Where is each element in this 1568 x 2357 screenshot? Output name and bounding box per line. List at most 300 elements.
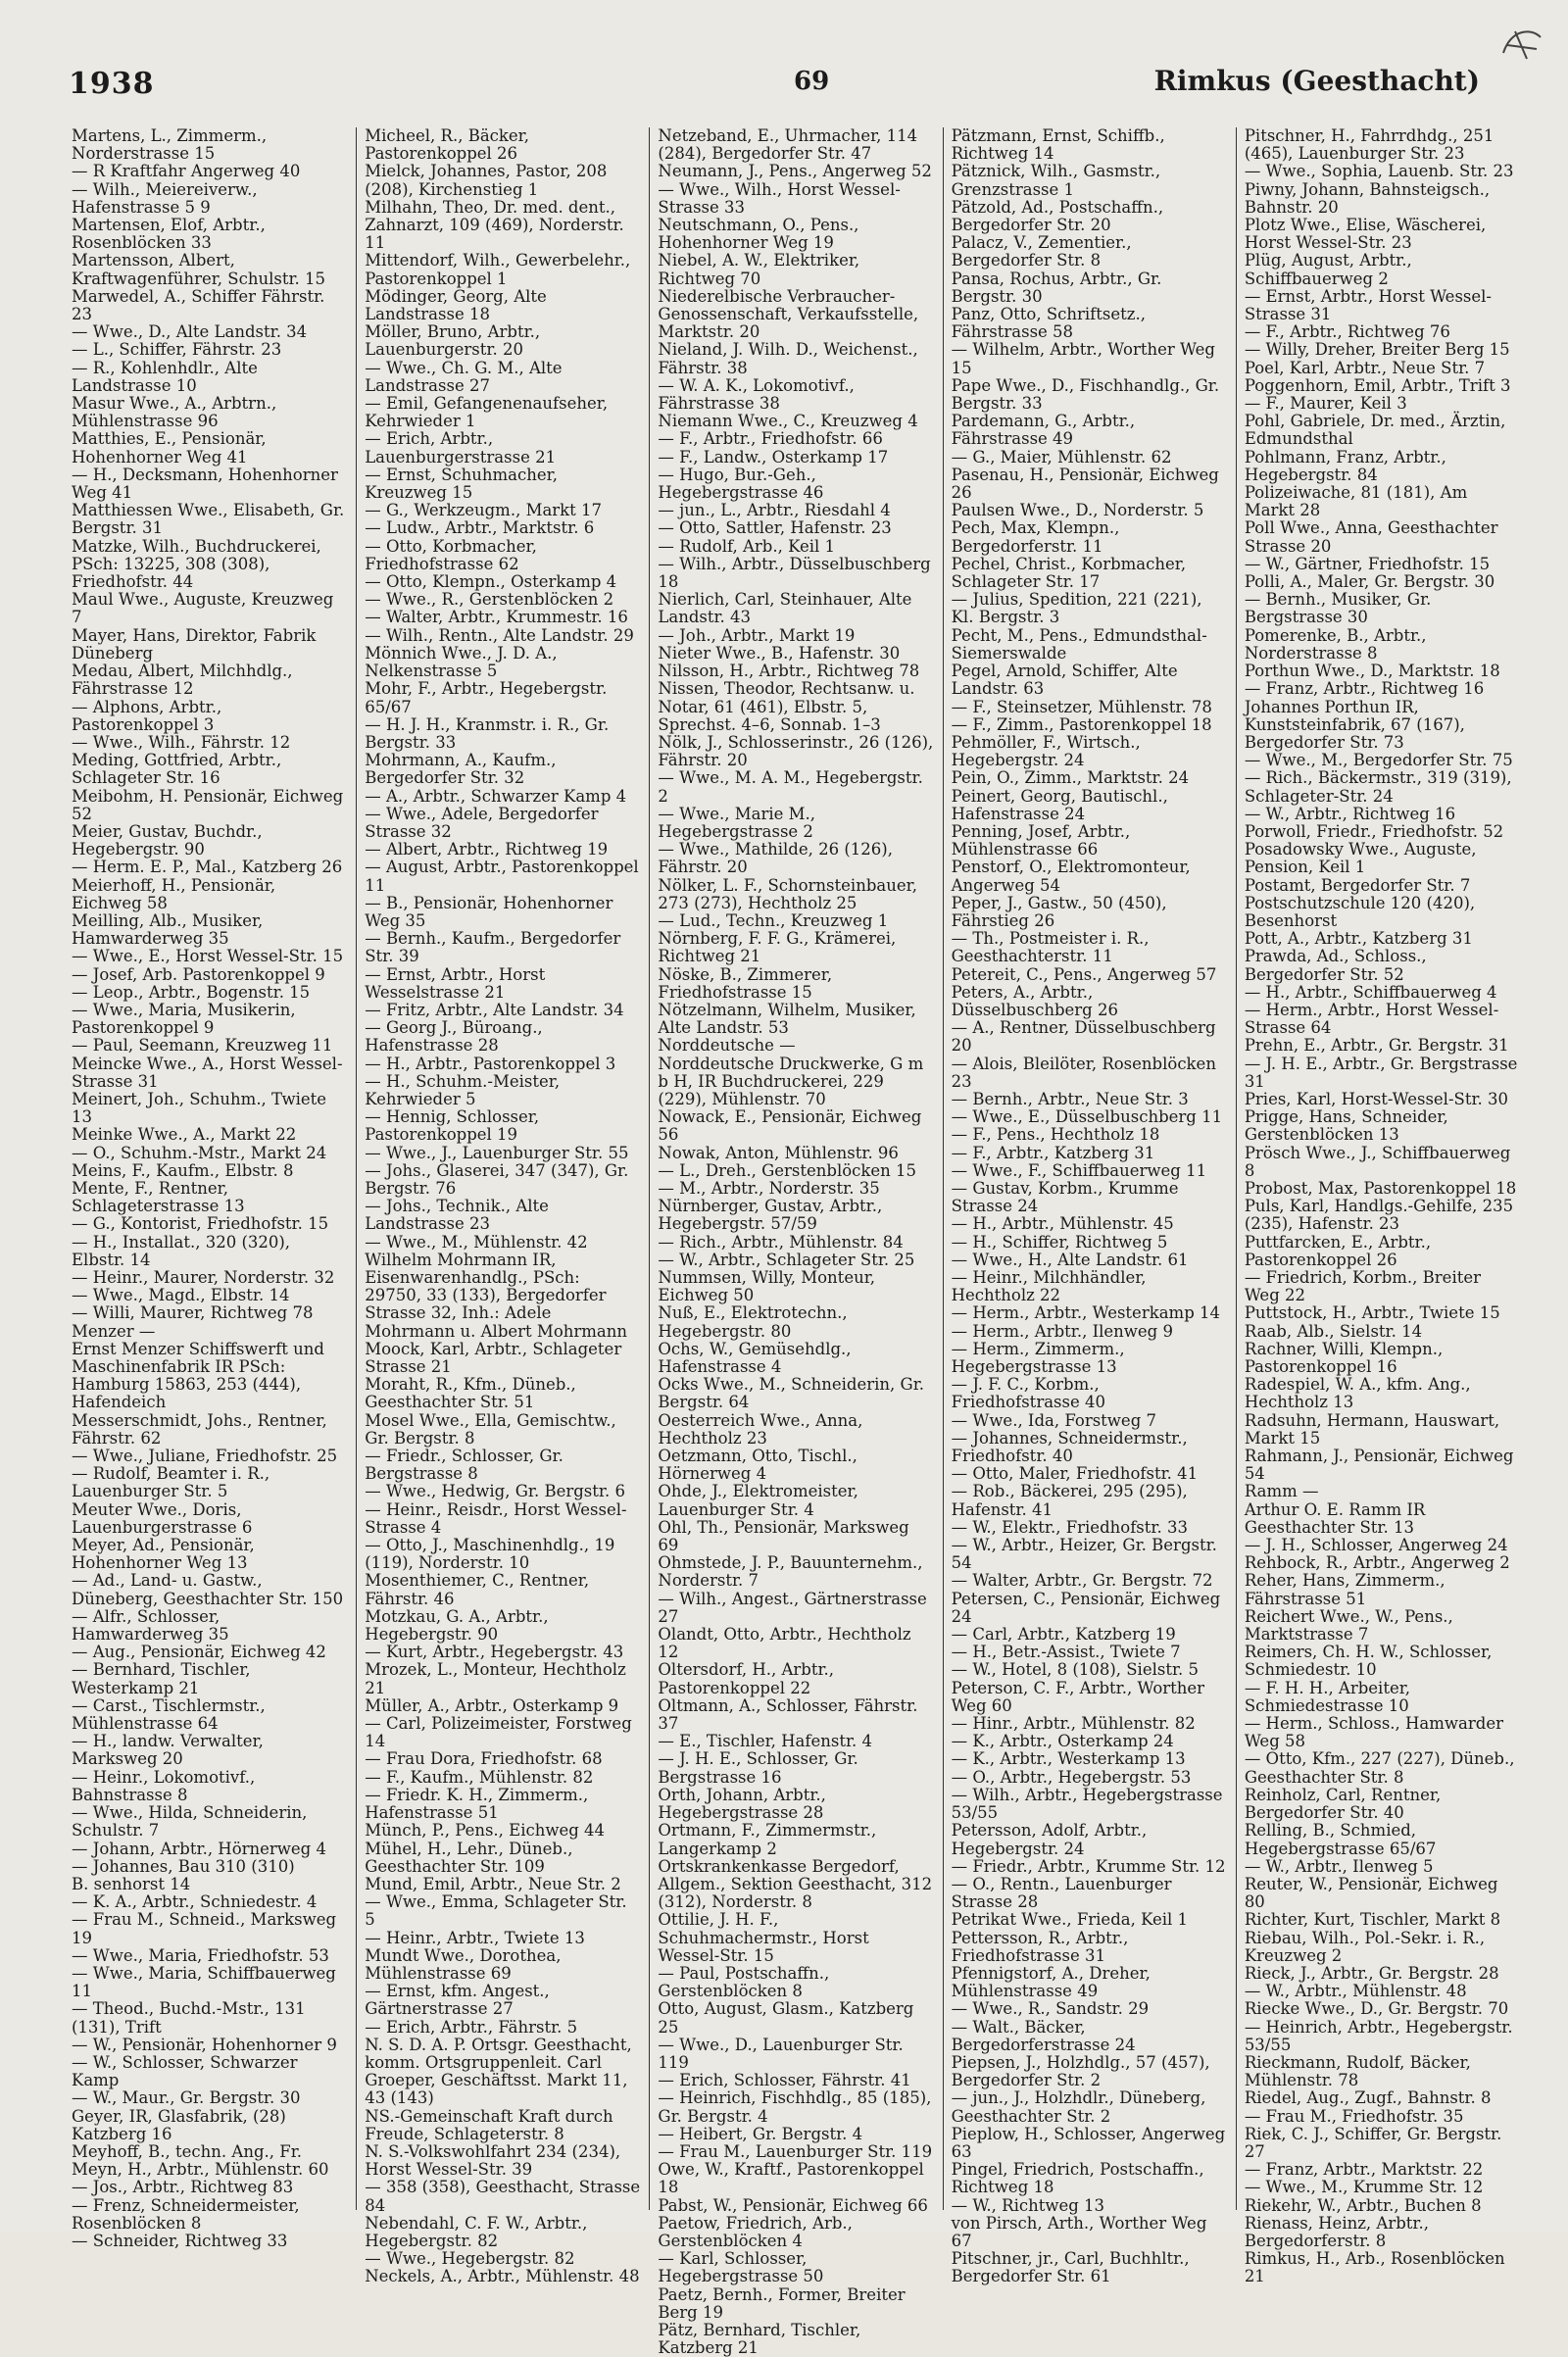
directory-entry: — O., Schuhm.-Mstr., Markt 24 (72, 1143, 327, 1162)
directory-entry: Porthun Wwe., D., Marktstr. 18 (1244, 662, 1500, 681)
directory-entry: Messerschmidt, Johs., Rentner, Fährstr. 62 (72, 1410, 327, 1448)
directory-entry: — W., Pensionär, Hohenhorner 9 (72, 2035, 337, 2054)
directory-entry: Neutschmann, O., Pens., Hohenhorner Weg 19 (658, 216, 859, 253)
directory-entry: — Rudolf, Arb., Keil 1 (658, 536, 836, 556)
directory-entry: — Fritz, Arbtr., Alte Landstr. 34 (365, 1000, 624, 1019)
directory-entry: — Otto, Korbmacher, Friedhofstrasse 62 (365, 536, 537, 573)
directory-entry: — Wwe., D., Lauenburger Str. 119 (658, 2035, 904, 2072)
directory-entry: — F., Steinsetzer, Mühlenstr. 78 (951, 697, 1212, 716)
directory-entry: — A., Rentner, Düsselbuschberg 20 (951, 1018, 1216, 1056)
directory-entry: Orth, Johann, Arbtr., Hegebergstrasse 28 (658, 1785, 826, 1823)
directory-entry: Pott, A., Arbtr., Katzberg 31 (1244, 929, 1473, 949)
directory-entry: Niebel, A. W., Elektriker, Richtweg 70 (658, 251, 860, 288)
directory-entry: — Georg J., Büroang., Hafenstrasse 28 (365, 1018, 543, 1056)
directory-entry: — B., Pensionär, Hohenhorner Weg 35 (365, 893, 613, 930)
directory-entry: Martensson, Albert, Kraftwagenführer, Schulstr. 15 (72, 251, 326, 288)
directory-entry: Nowack, E., Pensionär, Eichweg 56 (658, 1107, 922, 1145)
directory-entry: — Bernh., Arbtr., Neue Str. 3 (951, 1089, 1189, 1108)
directory-entry: Meier, Gustav, Buchdr., Hegebergstr. 90 (72, 821, 263, 859)
directory-entry: Mödinger, Georg, Alte Landstrasse 18 (365, 286, 547, 324)
directory-entry: Ohde, J., Elektromeister, Lauenburger Str. 4 (658, 1482, 858, 1519)
directory-entry: Nölk, J., Schlosserinstr., 26 (126), Fährstr. 20 (658, 732, 934, 770)
directory-entry: Pein, O., Zimm., Marktstr. 24 (951, 768, 1190, 788)
directory-entry: Pohl, Gabriele, Dr. med., Ärztin, Edmundsthal (1244, 412, 1506, 449)
directory-entry: Petersen, C., Pensionär, Eichweg 24 (951, 1589, 1221, 1626)
directory-entry: — jun., J., Holzhdlr., Düneberg, Geesthachter Str. 2 (951, 2088, 1206, 2126)
directory-entry: — H., Arbtr., Schiffbauerweg 4 (1244, 982, 1497, 1002)
directory-entry: — Rudolf, Beamter i. R., Lauenburger Str. 5 (72, 1464, 270, 1501)
directory-entry: — Erich, Arbtr., Lauenburgerstrasse 21 (365, 429, 557, 466)
directory-entry: — W., Maur., Gr. Bergstr. 30 (72, 2088, 301, 2108)
directory-entry: — Wwe., R., Gerstenblöcken 2 (365, 590, 614, 610)
directory-entry: NS.-Gemeinschaft Kraft durch Freude, Schlageterstr. 8 (365, 2106, 613, 2143)
directory-entry: — F., Zimm., Pastorenkoppel 18 (951, 714, 1212, 734)
directory-entry: Reher, Hans, Zimmerm., Fährstrasse 51 (1244, 1571, 1446, 1608)
directory-entry: — W. A. K., Lokomotivf., Fährstrasse 38 (658, 375, 855, 414)
directory-entry: — M., Arbtr., Norderstr. 35 (658, 1178, 880, 1198)
directory-entry: Poggenhorn, Emil, Arbtr., Trift 3 (1244, 375, 1511, 395)
directory-entry: — L., Schiffer, Fährstr. 23 (72, 340, 282, 360)
directory-entry: — Friedr., Arbtr., Krumme Str. 12 (951, 1856, 1226, 1876)
directory-entry: Radespiel, W. A., kfm. Ang., Hechtholz 13 (1244, 1375, 1471, 1412)
directory-entry: Nuß, E., Elektrotechn., Hegebergstr. 80 (658, 1303, 848, 1341)
directory-entry: — Josef, Arb. Pastorenkoppel 9 (72, 964, 325, 984)
directory-entry: Peper, J., Gastw., 50 (450), Fährstieg 26 (951, 893, 1167, 930)
directory-entry: — Frenz, Schneidermeister, Rosenblöcken 8 (72, 2195, 300, 2233)
directory-entry: Pätz, Bernhard, Tischler, Katzberg 21 (658, 2320, 861, 2357)
directory-entry: — Hinr., Arbtr., Mühlenstr. 82 (951, 1714, 1196, 1734)
directory-entry: — O., Rentn., Lauenburger Strasse 28 (951, 1874, 1172, 1912)
directory-entry: Ohmstede, J. P., Bauunternehm., Norderstr. 7 (658, 1553, 923, 1591)
directory-entry: — K., Arbtr., Westerkamp 13 (951, 1749, 1186, 1769)
directory-entry: — Emil, Gefangenenaufseher, Kehrwieder 1 (365, 394, 609, 431)
directory-entry: — Wilh., Angest., Gärtnerstrasse 27 (658, 1589, 927, 1626)
directory-entry: — Herm., Zimmerm., Hegebergstrasse 13 (951, 1339, 1125, 1377)
directory-entry: Mielck, Johannes, Pastor, 208 (208), Kirchenstieg 1 (365, 162, 608, 199)
directory-entry: — H., Schiffer, Richtweg 5 (951, 1232, 1168, 1252)
directory-entry: Pansa, Rochus, Arbtr., Gr. Bergstr. 30 (951, 269, 1162, 306)
directory-entry: Niemann Wwe., C., Kreuzweg 4 (658, 412, 918, 431)
directory-entry: Rehbock, R., Arbtr., Angerweg 2 (1244, 1553, 1510, 1573)
directory-entry: — Bernhard, Tischler, Westerkamp 21 (72, 1660, 251, 1697)
directory-entry: Meincke Wwe., A., Horst Wessel-Strasse 31 (72, 1054, 343, 1091)
directory-entry: Marwedel, A., Schiffer Fährstr. 23 (72, 286, 325, 324)
directory-entry: — Herm., Arbtr., Westerkamp 14 (951, 1303, 1220, 1323)
directory-entry: — Otto, Kfm., 227 (227), Düneb., Geesthachter Str. 8 (1244, 1749, 1515, 1787)
directory-entry: Pape Wwe., D., Fischhandlg., Gr. Bergstr. 33 (951, 375, 1220, 414)
directory-entry: — Paul, Seemann, Kreuzweg 11 (72, 1036, 333, 1056)
directory-entry: — Ludw., Arbtr., Marktstr. 6 (365, 518, 595, 538)
directory-entry: — Leop., Arbtr., Bogenstr. 15 (72, 982, 311, 1002)
directory-entry: Posadowsky Wwe., Auguste, Pension, Keil 1 (1244, 840, 1477, 877)
directory-entry: Petersson, Adolf, Arbtr., Hegebergstr. 24 (951, 1821, 1148, 1858)
directory-entry: Reichert Wwe., W., Pens., Marktstrasse 7 (1244, 1606, 1453, 1645)
directory-entry: — Heinrich, Arbtr., Hegebergstr. 53/55 (1244, 2017, 1513, 2054)
directory-entry: Plüg, August, Arbtr., Schiffbauerweg 2 (1244, 251, 1412, 288)
directory-entry: Pardemann, G., Arbtr., Fährstrasse 49 (951, 412, 1136, 449)
directory-entry: Pitschner, jr., Carl, Buchhltr., Bergedorfer Str. 61 (951, 2249, 1190, 2286)
directory-entry: — Wwe., Wilh., Fährstr. 12 (72, 732, 291, 752)
directory-entry: Pabst, W., Pensionär, Eichweg 66 (658, 2195, 928, 2215)
directory-entry: Ocks Wwe., M., Schneiderin, Gr. Bergstr. 64 (658, 1375, 925, 1412)
directory-entry: Nieland, J. Wilh. D., Weichenst., Fährstr. 38 (658, 340, 918, 377)
directory-entry: — Herm., Arbtr., Ilenweg 9 (951, 1321, 1173, 1341)
directory-entry: Johannes Porthun IR, Kunststeinfabrik, 67 (167), Bergedorfer Str. 73 (1244, 697, 1465, 752)
directory-entry: — Karl, Schlosser, Hegebergstrasse 50 (658, 2249, 824, 2286)
directory-entry: Menzer — (72, 1321, 156, 1341)
directory-entry: — Friedrich, Korbm., Breiter Weg 22 (1244, 1268, 1482, 1305)
directory-entry: — R Kraftfahr Angerweg 40 (72, 162, 301, 181)
directory-entry: Panz, Otto, Schriftsetz., Fährstrasse 58 (951, 305, 1146, 342)
directory-entry: — Wwe., J., Lauenburger Str. 55 (365, 1143, 629, 1162)
directory-entry: — Heinr., Arbtr., Twiete 13 (365, 1928, 585, 1947)
directory-entry: Meinert, Joh., Schuhm., Twiete 13 (72, 1089, 327, 1127)
directory-entry: Pechel, Christ., Korbmacher, Schlageter Str. 17 (951, 554, 1187, 592)
directory-entry: Müller, A., Arbtr., Osterkamp 9 (365, 1695, 619, 1715)
directory-entry: Pehmöller, F., Wirtsch., Hegebergstr. 24 (951, 732, 1141, 770)
directory-entry: Nebendahl, C. F. W., Arbtr., Hegebergstr. 82 (365, 2213, 588, 2250)
directory-entry: — H., Arbtr., Mühlenstr. 45 (951, 1214, 1174, 1234)
directory-entry: Postamt, Bergedorfer Str. 7 (1244, 875, 1471, 895)
directory-entry: Radsuhn, Hermann, Hauswart, Markt 15 (1244, 1410, 1500, 1448)
directory-entry: — W., Arbtr., Heizer, Gr. Bergstr. 54 (951, 1536, 1217, 1573)
directory-entry: — Hennig, Schlosser, Pastorenkoppel 19 (365, 1107, 540, 1145)
directory-entry: — W., Hotel, 8 (108), Sielstr. 5 (951, 1660, 1200, 1680)
directory-entry: — H., Installat., 320 (320), Elbstr. 14 (72, 1232, 291, 1269)
directory-entry: Ohl, Th., Pensionär, Marksweg 69 (658, 1517, 909, 1555)
directory-entry: — Johannes, Schneidermstr., Friedhofstr. 40 (951, 1428, 1188, 1466)
column-4 (944, 126, 1237, 2286)
directory-entry: — Ernst, Arbtr., Horst Wesselstrasse 21 (365, 964, 546, 1002)
directory-entry: Mittendorf, Wilh., Gewerbelehr., Pastorenkoppel 1 (365, 251, 631, 288)
directory-entry: Oesterreich Wwe., Anna, Hechtholz 23 (658, 1410, 863, 1448)
directory-entry: Möller, Bruno, Arbtr., Lauenburgerstr. 20 (365, 322, 541, 360)
directory-entry: Piwny, Johann, Bahnsteigsch., Bahnstr. 20 (1244, 179, 1491, 217)
directory-entry: Riekehr, W., Arbtr., Buchen 8 (1244, 2195, 1482, 2215)
directory-entry: Paetow, Friedrich, Arb., Gerstenblöcken 4 (658, 2213, 853, 2250)
directory-entry: — G., Kontorist, Friedhofstr. 15 (72, 1214, 329, 1234)
directory-entry: — Paul, Postschaffn., Gerstenblöcken 8 (658, 1963, 830, 2001)
directory-entry: — H., Arbtr., Pastorenkoppel 3 (365, 1054, 616, 1073)
directory-entry: — H., Betr.-Assist., Twiete 7 (951, 1643, 1181, 1662)
directory-entry: — G., Maier, Mühlenstr. 62 (951, 447, 1172, 466)
directory-entry: — Frau M., Friedhofstr. 35 (1244, 2106, 1464, 2126)
directory-entry: — Wwe., R., Sandstr. 29 (951, 1999, 1150, 2019)
directory-columns (64, 126, 1529, 2357)
directory-entry: — Aug., Pensionär, Eichweg 42 (72, 1643, 326, 1662)
directory-entry: Maul Wwe., Auguste, Kreuzweg 7 (72, 590, 334, 627)
directory-entry: Martens, L., Zimmerm., Norderstrasse 15 (72, 126, 268, 164)
directory-entry: Nummsen, Willy, Monteur, Eichweg 50 (658, 1268, 876, 1305)
directory-entry: Nötzelmann, Wilhelm, Musiker, Alte Landstr. 53 (658, 1000, 916, 1038)
directory-entry: — Ernst, kfm. Angest., Gärtnerstrasse 27 (365, 1982, 550, 2019)
directory-entry: Nürnberger, Gustav, Arbtr., Hegebergstr. 57/59 (658, 1197, 883, 1234)
directory-entry: — Erich, Schlosser, Fährstr. 41 (658, 2071, 911, 2090)
directory-entry: — J. H. E., Arbtr., Gr. Bergstrasse 31 (1244, 1054, 1518, 1091)
directory-entry: — Hugo, Bur.-Geh., Hegebergstrasse 46 (658, 465, 824, 503)
directory-entry: Pohlmann, Franz, Arbtr., Hegebergstr. 84 (1244, 447, 1446, 484)
directory-entry: — Gustav, Korbm., Krumme Strasse 24 (951, 1178, 1179, 1216)
directory-entry: — Th., Postmeister i. R., Geesthachterstr. 11 (951, 929, 1150, 966)
page-header (59, 59, 1480, 108)
directory-entry: Riedel, Aug., Zugf., Bahnstr. 8 (1244, 2088, 1492, 2108)
directory-entry: Olandt, Otto, Arbtr., Hechtholz 12 (658, 1625, 911, 1662)
directory-entry: — Wwe., D., Alte Landstr. 34 (72, 322, 308, 342)
directory-entry: — 358 (358), Geesthacht, Strasse 84 (365, 2178, 641, 2215)
directory-entry: Otto, August, Glasm., Katzberg 25 (658, 1999, 914, 2037)
directory-entry: — Heinr., Maurer, Norderstr. 32 (72, 1268, 335, 1287)
directory-entry: — Bernh., Kaufm., Bergedorfer Str. 39 (365, 929, 621, 966)
directory-entry: — Wwe., M., Krumme Str. 12 (1244, 2178, 1484, 2197)
directory-entry: — jun., L., Arbtr., Riesdahl 4 (658, 501, 891, 520)
directory-entry: Peterson, C. F., Arbtr., Worther Weg 60 (951, 1678, 1205, 1715)
directory-entry: — Wwe., Hedwig, Gr. Bergstr. 6 (365, 1482, 625, 1501)
directory-entry: — Ernst, Schuhmacher, Kreuzweg 15 (365, 465, 558, 503)
directory-entry: — Johs., Glaserei, 347 (347), Gr. Bergstr. 76 (365, 1160, 629, 1198)
directory-entry: — Wilh., Meiereiverw., Hafenstrasse 5 9 (72, 179, 258, 217)
directory-entry: — Heinrich, Fischhdlg., 85 (185), Gr. Bergstr. 4 (658, 2088, 932, 2126)
directory-entry: Puls, Karl, Handlgs.-Gehilfe, 235 (235), Hafenstr. 23 (1244, 1197, 1514, 1234)
directory-entry: — Wwe., Maria, Schiffbauerweg 11 (72, 1963, 336, 2001)
directory-entry: Prehn, E., Arbtr., Gr. Bergstr. 31 (1244, 1036, 1509, 1056)
directory-entry: — R., Kohlenhdlr., Alte Landstrasse 10 (72, 358, 258, 395)
directory-entry: — Alfr., Schlosser, Hamwarderweg 35 (72, 1606, 229, 1645)
directory-entry: — Heibert, Gr. Bergstr. 4 (658, 2124, 863, 2143)
directory-entry: Norddeutsche — (658, 1036, 796, 1056)
directory-entry: Poll Wwe., Anna, Geesthachter Strasse 20 (1244, 518, 1498, 556)
directory-entry: — Herm., Schloss., Hamwarder Weg 58 (1244, 1714, 1503, 1751)
directory-entry: — Albert, Arbtr., Richtweg 19 (365, 840, 609, 859)
directory-entry: Pasenau, H., Pensionär, Eichweg 26 (951, 465, 1219, 503)
directory-entry: Matthies, E., Pensionär, Hohenhorner Weg 41 (72, 429, 267, 466)
directory-entry: Pecht, M., Pens., Edmundsthal-Siemerswalde (951, 625, 1207, 663)
directory-entry: Rachner, Willi, Klempn., Pastorenkoppel 16 (1244, 1339, 1444, 1377)
directory-entry: Pätznick, Wilh., Gasmstr., Grenzstrasse 1 (951, 162, 1161, 199)
directory-entry: — Rich., Bäckermstr., 319 (319), Schlageter-Str. 24 (1244, 768, 1512, 806)
directory-entry: — Wwe., Emma, Schlageter Str. 5 (365, 1892, 627, 1930)
directory-entry: — K., Arbtr., Osterkamp 24 (951, 1732, 1174, 1751)
directory-entry: — Rich., Arbtr., Mühlenstr. 84 (658, 1232, 904, 1252)
directory-entry: — W., Arbtr., Richtweg 16 (1244, 804, 1456, 823)
directory-entry: — F. H. H., Arbeiter, Schmiedestrasse 10 (1244, 1678, 1411, 1715)
directory-entry: Neckels, A., Arbtr., Mühlenstr. 48 (365, 2267, 640, 2286)
directory-entry: Polli, A., Maler, Gr. Bergstr. 30 (1244, 572, 1495, 592)
directory-entry: Postschutzschule 120 (420), Besenhorst (1244, 893, 1476, 930)
directory-entry: — Rob., Bäckerei, 295 (295), Hafenstr. 41 (951, 1482, 1188, 1519)
directory-entry: Probost, Max, Pastorenkoppel 18 (1244, 1178, 1517, 1198)
directory-entry: — Wwe., H., Alte Landstr. 61 (951, 1250, 1189, 1269)
directory-entry: — Wwe., M., Bergedorfer Str. 75 (1244, 751, 1513, 770)
directory-entry: Reinholz, Carl, Rentner, Bergedorfer Str. 40 (1244, 1785, 1442, 1823)
directory-entry: — Wwe., E., Düsselbuschberg 11 (951, 1107, 1223, 1127)
directory-entry: Peinert, Georg, Bautischl., Hafenstrasse 24 (951, 786, 1168, 823)
directory-entry: — Joh., Arbtr., Markt 19 (658, 625, 856, 645)
directory-entry: Pingel, Friedrich, Postschaffn., Richtweg 18 (951, 2160, 1204, 2197)
directory-entry: N. S. D. A. P. Ortsgr. Geesthacht, komm. Ortsgruppenleit. Carl Groeper, Geschäftsst. Markt 11, 43 (143) (365, 2035, 632, 2108)
directory-entry: Pech, Max, Klempn., Bergedorferstr. 11 (951, 518, 1120, 556)
directory-entry: Prösch Wwe., J., Schiffbauerweg 8 (1244, 1143, 1511, 1180)
directory-entry: Petrikat Wwe., Frieda, Keil 1 (951, 1910, 1189, 1930)
pencil-mark-icon (1497, 24, 1546, 63)
directory-entry: Nörnberg, F. F. G., Krämerei, Richtweg 21 (658, 929, 897, 966)
directory-entry: Rahmann, J., Pensionär, Eichweg 54 (1244, 1447, 1514, 1484)
directory-entry: — Friedr. K. H., Zimmerm., Hafenstrasse 51 (365, 1785, 589, 1823)
directory-entry: — Otto, J., Maschinenhdlg., 19 (119), Norderstr. 10 (365, 1536, 615, 1573)
directory-entry: — Kurt, Arbtr., Hegebergstr. 43 (365, 1643, 624, 1662)
directory-entry: Milhahn, Theo, Dr. med. dent., Zahnarzt, 109 (469), Norderstr. 11 (365, 197, 624, 253)
directory-entry: Oltersdorf, H., Arbtr., Pastorenkoppel 22 (658, 1660, 835, 1697)
directory-entry: — Wwe., Sophia, Lauenb. Str. 23 (1244, 162, 1514, 181)
directory-entry: Ortskrankenkasse Bergedorf, Allgem., Sektion Geesthacht, 312 (312), Norderstr. 8 (658, 1856, 933, 1912)
directory-entry: — Frau Dora, Friedhofstr. 68 (365, 1749, 603, 1769)
directory-entry: Reuter, W., Pensionär, Eichweg 80 (1244, 1874, 1498, 1912)
directory-entry: Pettersson, R., Arbtr., Friedhofstrasse 31 (951, 1928, 1129, 1965)
directory-entry: — F., Arbtr., Katzberg 31 (951, 1143, 1155, 1162)
directory-entry: — W., Arbtr., Ilenweg 5 (1244, 1856, 1434, 1876)
directory-entry: N. S.-Volkswohlfahrt 234 (234), Horst Wessel-Str. 39 (365, 2141, 621, 2180)
directory-entry: — Lud., Techn., Kreuzweg 1 (658, 910, 889, 930)
directory-entry: — Erich, Arbtr., Fährstr. 5 (365, 2017, 578, 2037)
directory-entry: Plotz Wwe., Elise, Wäscherei, Horst Wessel-Str. 23 (1244, 216, 1487, 253)
directory-entry: Ortmann, F., Zimmermstr., Langerkamp 2 (658, 1821, 877, 1858)
directory-entry: — Carl, Arbtr., Katzberg 19 (951, 1625, 1176, 1645)
directory-entry: — Julius, Spedition, 221 (221), Kl. Bergstr. 3 (951, 590, 1202, 627)
directory-entry: Mrozek, L., Monteur, Hechtholz 21 (365, 1660, 626, 1697)
directory-entry: Niederelbische Verbraucher-Genossenschaft, Verkaufsstelle, Marktstr. 20 (658, 286, 919, 342)
directory-entry: Reimers, Ch. H. W., Schlosser, Schmiedestr. 10 (1244, 1643, 1493, 1680)
directory-entry: Nowak, Anton, Mühlenstr. 96 (658, 1143, 899, 1162)
directory-entry: — Walter, Arbtr., Gr. Bergstr. 72 (951, 1571, 1213, 1591)
directory-entry: — Johann, Arbtr., Hörnerweg 4 (72, 1839, 326, 1858)
directory-entry: Meding, Gottfried, Arbtr., Schlageter Str. 16 (72, 751, 282, 788)
directory-entry: Pieplow, H., Schlosser, Angerweg 63 (951, 2124, 1226, 2161)
directory-entry: Pitschner, H., Fahrrdhdg., 251 (465), Lauenburger Str. 23 (1244, 126, 1494, 164)
directory-entry: — Frau M., Schneid., Marksweg 19 (72, 1910, 337, 1947)
directory-entry: — F., Arbtr., Friedhofstr. 66 (658, 429, 883, 449)
directory-entry: — H., landw. Verwalter, Marksweg 20 (72, 1732, 264, 1769)
directory-entry: Mönnich Wwe., J. D. A., Nelkenstrasse 5 (365, 643, 558, 681)
directory-entry: Petereit, C., Pens., Angerweg 57 (951, 964, 1217, 984)
directory-entry: — Willi, Maurer, Richtweg 78 (72, 1303, 314, 1323)
directory-entry: Nieter Wwe., B., Hafenstr. 30 (658, 643, 901, 663)
directory-entry: — Wwe., M., Mühlenstr. 42 (365, 1232, 588, 1252)
directory-entry: Nölker, L. F., Schornsteinbauer, 273 (273), Hechtholz 25 (658, 875, 917, 912)
directory-entry: Pries, Karl, Horst-Wessel-Str. 30 (1244, 1089, 1509, 1108)
directory-entry: Paetz, Bernh., Former, Breiter Berg 19 (658, 2284, 906, 2322)
directory-entry: — Wwe., E., Horst Wessel-Str. 15 (72, 947, 344, 966)
directory-entry: Meuter Wwe., Doris, Lauenburgerstrasse 6 (72, 1499, 253, 1537)
directory-entry: — Alphons, Arbtr., Pastorenkoppel 3 (72, 697, 222, 734)
directory-entry: — Wwe., Maria, Musikerin, Pastorenkoppel 9 (72, 1000, 296, 1038)
directory-entry: Rienass, Heinz, Arbtr., Bergedorferstr. 8 (1244, 2213, 1429, 2250)
directory-entry: Ramm — (1244, 1482, 1319, 1501)
directory-entry: Mosenthiemer, C., Rentner, Fährstr. 46 (365, 1571, 590, 1608)
directory-entry: — F., Pens., Hechtholz 18 (951, 1125, 1160, 1145)
directory-entry: Moock, Karl, Arbtr., Schlageter Strasse 21 (365, 1339, 622, 1377)
directory-entry: Meilling, Alb., Musiker, Hamwarderweg 35 (72, 910, 264, 949)
directory-entry: — Walter, Arbtr., Krummestr. 16 (365, 608, 628, 627)
directory-entry: — W., Schlosser, Schwarzer Kamp (72, 2052, 298, 2090)
directory-entry: — W., Arbtr., Schlageter Str. 25 (658, 1250, 915, 1269)
directory-entry: Puttstock, H., Arbtr., Twiete 15 (1244, 1303, 1500, 1323)
directory-entry: Motzkau, G. A., Arbtr., Hegebergstr. 90 (365, 1606, 549, 1645)
directory-entry: — Johs., Technik., Alte Landstrasse 23 (365, 1197, 549, 1234)
directory-entry: Moraht, R., Kfm., Düneb., Geesthachter Str. 51 (365, 1375, 576, 1412)
directory-entry: — Heinr., Milchhändler, Hechtholz 22 (951, 1268, 1147, 1305)
directory-entry: Nissen, Theodor, Rechtsanw. u. Notar, 61 (461), Elbstr. 5, Sprechst. 4–6, Sonnab. 1–3 (658, 679, 915, 734)
directory-entry: Mühel, H., Lehr., Düneb., Geesthachter Str. 109 (365, 1839, 573, 1876)
directory-entry: — Herm., Arbtr., Horst Wessel-Strasse 64 (1244, 1000, 1499, 1038)
directory-entry: — Wwe., Ida, Forstweg 7 (951, 1410, 1157, 1430)
directory-entry: Penning, Josef, Arbtr., Mühlenstrasse 66 (951, 821, 1131, 859)
directory-entry: — August, Arbtr., Pastorenkoppel 11 (365, 858, 639, 895)
directory-entry: Penstorf, O., Elektromonteur, Angerweg 54 (951, 858, 1191, 895)
directory-entry: — Wwe., Wilh., Horst Wessel-Strasse 33 (658, 179, 901, 217)
directory-entry: — J. H. E., Schlosser, Gr. Bergstrasse 16 (658, 1749, 858, 1787)
directory-entry: Riecke Wwe., D., Gr. Bergstr. 70 (1244, 1999, 1509, 2019)
directory-entry: Arthur O. E. Ramm IR Geesthachter Str. 13 (1244, 1499, 1426, 1537)
directory-entry: — Willy, Dreher, Breiter Berg 15 (1244, 340, 1510, 360)
directory-entry: — Johannes, Bau 310 (310) (72, 1856, 295, 1876)
directory-entry: Martensen, Elof, Arbtr., Rosenblöcken 33 (72, 216, 266, 253)
directory-entry: — F., Maurer, Keil 3 (1244, 394, 1407, 414)
directory-entry: — W., Gärtner, Friedhofstr. 15 (1244, 554, 1491, 573)
directory-entry: — Schneider, Richtweg 33 (72, 2231, 288, 2250)
column-3 (650, 126, 943, 2357)
directory-entry: Mund, Emil, Arbtr., Neue Str. 2 (365, 1874, 621, 1893)
directory-entry: Riek, C. J., Schiffer, Gr. Bergstr. 27 (1244, 2124, 1502, 2161)
directory-entry: Meyhoff, B., techn. Ang., Fr. (72, 2141, 303, 2161)
directory-entry: — Wilh., Rentn., Alte Landstr. 29 (365, 625, 634, 645)
directory-entry: Prigge, Hans, Schneider, Gerstenblöcken 13 (1244, 1107, 1448, 1145)
directory-entry: — Carst., Tischlermstr., Mühlenstrasse 64 (72, 1695, 266, 1734)
directory-entry: — Heinr., Lokomotivf., Bahnstrasse 8 (72, 1767, 256, 1804)
directory-entry: Pätzold, Ad., Postschaffn., Bergedorfer Str. 20 (951, 197, 1164, 235)
directory-entry: — Ad., Land- u. Gastw., Düneberg, Geesthachter Str. 150 (72, 1571, 344, 1608)
directory-entry: Mente, F., Rentner, Schlageterstrasse 13 (72, 1178, 245, 1216)
directory-entry: — F., Kaufm., Mühlenstr. 82 (365, 1767, 594, 1787)
directory-entry: — Otto, Sattler, Hafenstr. 23 (658, 518, 892, 538)
directory-entry: — A., Arbtr., Schwarzer Kamp 4 (365, 786, 627, 806)
directory-entry: — Wwe., Juliane, Friedhofstr. 25 (72, 1447, 338, 1466)
directory-entry: — L., Dreh., Gerstenblöcken 15 (658, 1160, 917, 1180)
page-number: 69 (794, 67, 830, 96)
directory-entry: — G., Werkzeugm., Markt 17 (365, 501, 603, 520)
directory-entry: — O., Arbtr., Hegebergstr. 53 (951, 1767, 1192, 1787)
directory-entry: — Wilhelm, Arbtr., Worther Weg 15 (951, 340, 1215, 377)
directory-entry: — Wwe., Hilda, Schneiderin, Schulstr. 7 (72, 1803, 308, 1841)
directory-entry: — Heinr., Reisdr., Horst Wessel-Strasse 4 (365, 1499, 627, 1537)
directory-entry: — Wwe., Marie M., Hegebergstrasse 2 (658, 804, 816, 841)
directory-entry: Meyn, H., Arbtr., Mühlenstr. 60 (72, 2160, 329, 2180)
directory-entry: — Jos., Arbtr., Richtweg 83 (72, 2178, 294, 2197)
directory-entry: — Ernst, Arbtr., Horst Wessel-Strasse 31 (1244, 286, 1492, 324)
directory-entry: Ochs, W., Gemüsehdlg., Hafenstrasse 4 (658, 1339, 852, 1377)
directory-entry: — Theod., Buchd.-Mstr., 131 (131), Trift (72, 1999, 306, 2037)
directory-entry: Micheel, R., Bäcker, Pastorenkoppel 26 (365, 126, 529, 164)
directory-entry: Neumann, J., Pens., Angerweg 52 (658, 162, 932, 181)
directory-entry: Puttfarcken, E., Arbtr., Pastorenkoppel 26 (1244, 1232, 1432, 1269)
directory-entry: Meins, F., Kaufm., Elbstr. 8 (72, 1160, 294, 1180)
directory-entry: Porwoll, Friedr., Friedhofstr. 52 (1244, 821, 1504, 841)
directory-entry: — Carl, Polizeimeister, Forstweg 14 (365, 1714, 632, 1751)
directory-entry: — E., Tischler, Hafenstr. 4 (658, 1732, 873, 1751)
directory-entry: — H. J. H., Kranmstr. i. R., Gr. Bergstr. 33 (365, 714, 610, 752)
directory-entry: — Wwe., M. A. M., Hegebergstr. 2 (658, 768, 923, 806)
directory-entry: von Pirsch, Arth., Worther Weg 67 (951, 2213, 1207, 2250)
directory-entry: — Frau M., Lauenburger Str. 119 (658, 2141, 933, 2161)
directory-entry: Relling, B., Schmied, Hegebergstrasse 65/67 (1244, 1821, 1437, 1858)
